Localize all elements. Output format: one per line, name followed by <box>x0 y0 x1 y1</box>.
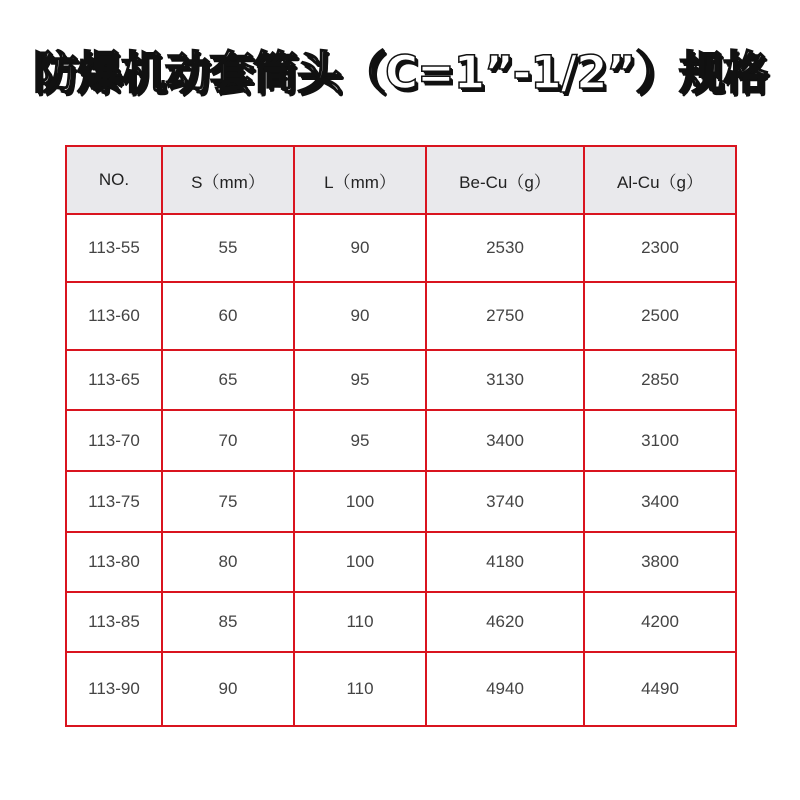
cell-al-cu: 2300 <box>584 214 736 282</box>
cell-s: 85 <box>162 592 294 652</box>
cell-s: 75 <box>162 471 294 532</box>
cell-no: 113-80 <box>66 532 162 592</box>
cell-al-cu: 3800 <box>584 532 736 592</box>
cell-s: 65 <box>162 350 294 410</box>
header-s: S（mm） <box>162 146 294 214</box>
header-no: NO. <box>66 146 162 214</box>
cell-l: 100 <box>294 471 426 532</box>
cell-l: 90 <box>294 282 426 350</box>
cell-s: 80 <box>162 532 294 592</box>
cell-s: 55 <box>162 214 294 282</box>
cell-s: 60 <box>162 282 294 350</box>
cell-no: 113-60 <box>66 282 162 350</box>
cell-al-cu: 3100 <box>584 410 736 471</box>
cell-l: 95 <box>294 350 426 410</box>
cell-l: 95 <box>294 410 426 471</box>
table-row <box>66 350 736 410</box>
cell-al-cu: 3400 <box>584 471 736 532</box>
cell-no: 113-85 <box>66 592 162 652</box>
cell-be-cu: 4180 <box>426 532 584 592</box>
table-header-row <box>66 146 736 214</box>
header-be-cu: Be-Cu（g） <box>426 146 584 214</box>
cell-l: 110 <box>294 652 426 726</box>
table-row <box>66 532 736 592</box>
cell-no: 113-70 <box>66 410 162 471</box>
cell-be-cu: 4620 <box>426 592 584 652</box>
table-row <box>66 214 736 282</box>
cell-al-cu: 4490 <box>584 652 736 726</box>
header-l: L（mm） <box>294 146 426 214</box>
cell-be-cu: 2750 <box>426 282 584 350</box>
cell-l: 110 <box>294 592 426 652</box>
table-row <box>66 410 736 471</box>
cell-s: 70 <box>162 410 294 471</box>
cell-be-cu: 3740 <box>426 471 584 532</box>
cell-al-cu: 2850 <box>584 350 736 410</box>
cell-l: 90 <box>294 214 426 282</box>
page-title: 防爆机动套筒头（C=1”-1/2”）规格 <box>33 46 767 99</box>
header-al-cu: Al-Cu（g） <box>584 146 736 214</box>
cell-be-cu: 2530 <box>426 214 584 282</box>
cell-no: 113-75 <box>66 471 162 532</box>
cell-be-cu: 3130 <box>426 350 584 410</box>
table-row <box>66 592 736 652</box>
spec-table <box>65 145 737 727</box>
cell-no: 113-65 <box>66 350 162 410</box>
cell-al-cu: 4200 <box>584 592 736 652</box>
table-row <box>66 282 736 350</box>
cell-be-cu: 3400 <box>426 410 584 471</box>
cell-be-cu: 4940 <box>426 652 584 726</box>
table-row <box>66 471 736 532</box>
cell-no: 113-90 <box>66 652 162 726</box>
cell-l: 100 <box>294 532 426 592</box>
cell-al-cu: 2500 <box>584 282 736 350</box>
cell-s: 90 <box>162 652 294 726</box>
cell-no: 113-55 <box>66 214 162 282</box>
table-row <box>66 652 736 726</box>
